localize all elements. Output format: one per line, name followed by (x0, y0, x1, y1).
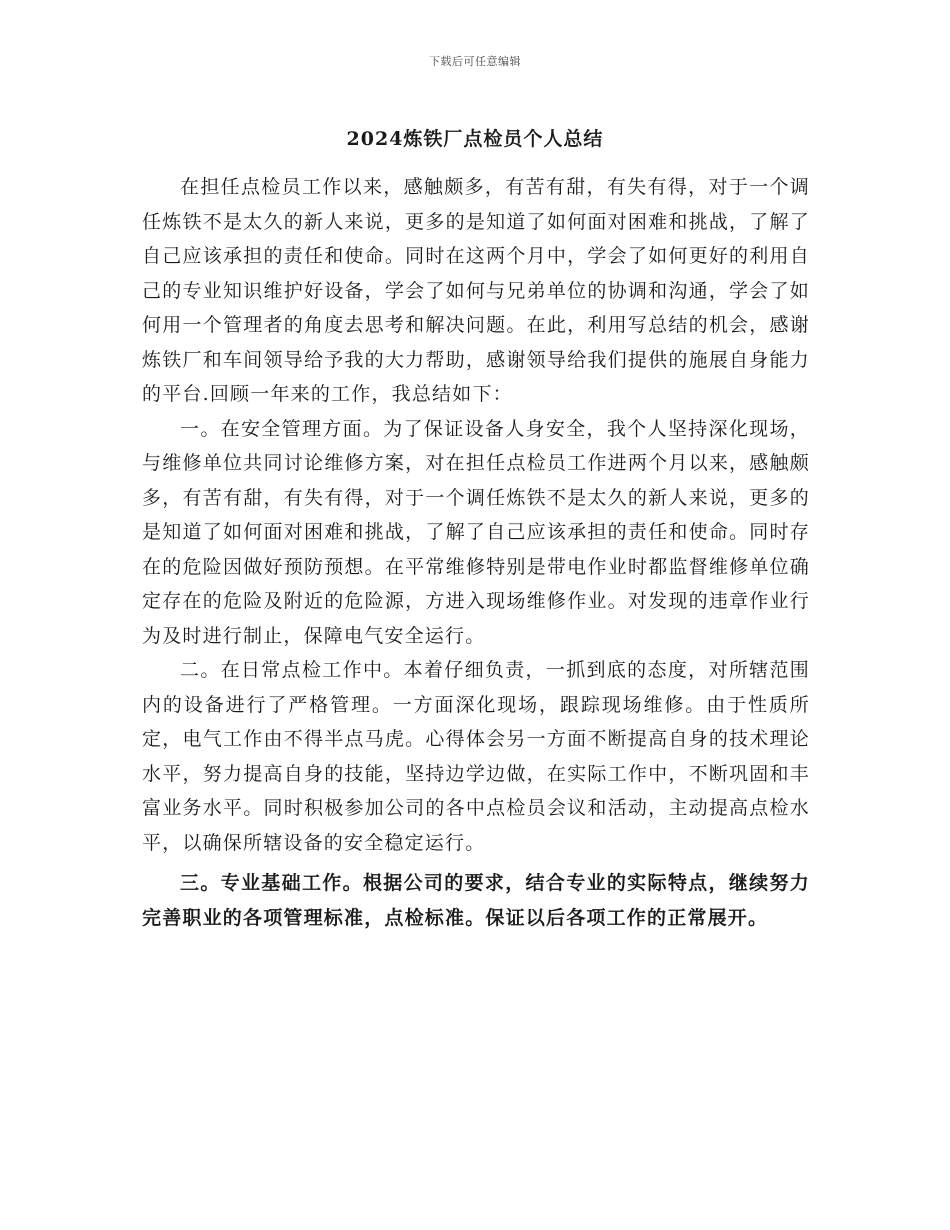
paragraph-intro: 在担任点检员工作以来，感触颇多，有苦有甜，有失有得，对于一个调任炼铁不是太久的新人来说，更多的是知道了如何面对困难和挑战，了解了自己应该承担的责任和使命。同时在这两个月中，学会了如何更好的利用自己的专业知识维护好设备，学会了如何与兄弟单位的协调和沟通，学会了如何用一个管理者的角度去思考和解决问题。在此，利用写总结的机会，感谢炼铁厂和车间领导给予我的大力帮助，感谢领导给我们提供的施展自身能力的平台.回顾一年来的工作，我总结如下： (142, 176, 810, 405)
document-body (142, 170, 810, 936)
paragraph-daily-inspection: 二。在日常点检工作中。本着仔细负责，一抓到底的态度，对所辖范围内的设备进行了严格管理。一方面深化现场，跟踪现场维修。由于性质所定，电气工作由不得半点马虎。心得体会另一方面不断提高自身的技术理论水平，努力提高自身的技能，坚持边学边做，在实际工作中，不断巩固和丰富业务水平。同时积极参加公司的各中点检员会议和活动，主动提高点检水平，以确保所辖设备的安全稳定运行。 (142, 659, 810, 854)
page-header-note: 下载后可任意编辑 (429, 55, 521, 68)
document-title: 2024炼铁厂点检员个人总结 (346, 128, 604, 150)
paragraph-safety: 一。在安全管理方面。为了保证设备人身安全，我个人坚持深化现场，与维修单位共同讨论维修方案，对在担任点检员工作进两个月以来，感触颇多，有苦有甜，有失有得，对于一个调任炼铁不是太久的新人来说，更多的是知道了如何面对困难和挑战，了解了自己应该承担的责任和使命。同时存在的危险因做好预防预想。在平常维修特别是带电作业时都监督维修单位确定存在的危险及附近的危险源，方进入现场维修作业。对发现的违章作业行为及时进行制止，保障电气安全运行。 (142, 417, 810, 647)
paragraph-professional-basics: 三。专业基础工作。根据公司的要求，结合专业的实际特点，继续努力完善职业的各项管理标准，点检标准。保证以后各项工作的正常展开。 (142, 872, 810, 929)
